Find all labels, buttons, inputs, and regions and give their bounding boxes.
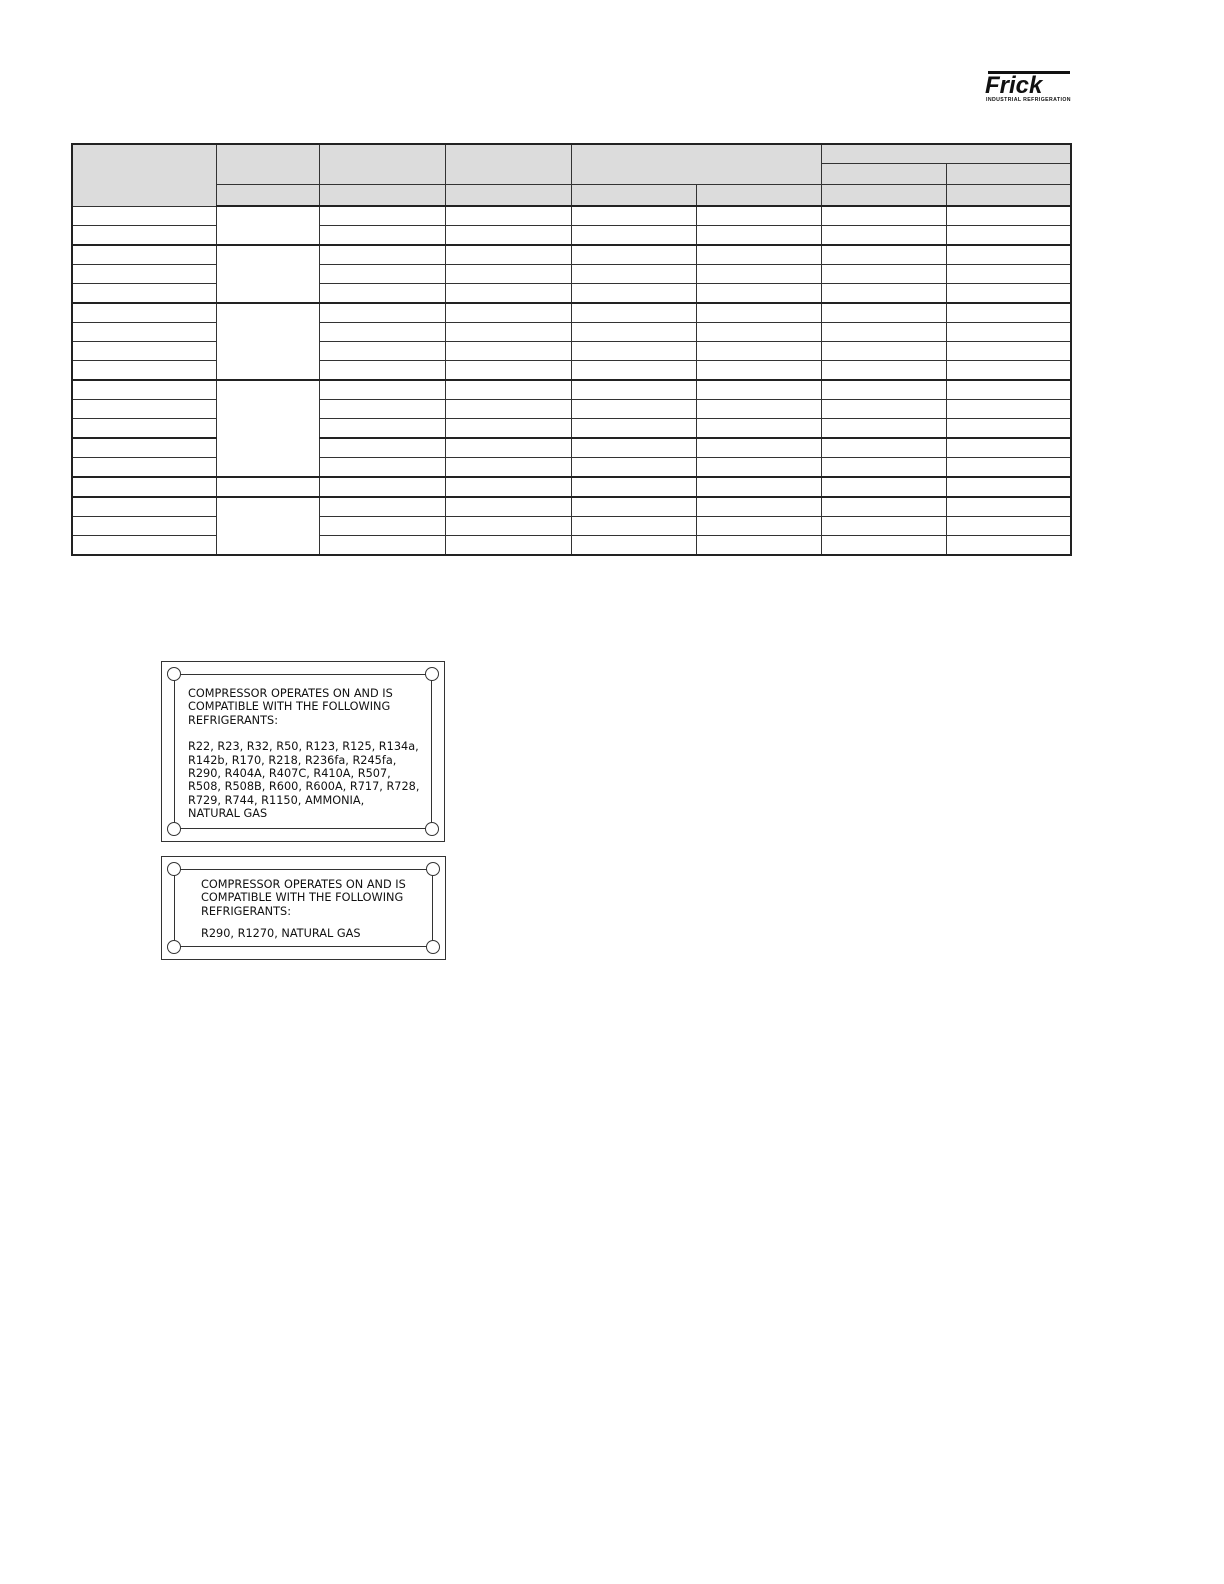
table-cell bbox=[571, 226, 696, 246]
table-cell bbox=[72, 477, 216, 497]
table-cell bbox=[821, 342, 946, 361]
header-cell bbox=[821, 164, 946, 185]
table-cell bbox=[821, 361, 946, 381]
table-cell bbox=[72, 265, 216, 284]
table-cell bbox=[696, 419, 821, 439]
table-cell bbox=[696, 497, 821, 517]
table-cell bbox=[319, 265, 445, 284]
table-cell bbox=[72, 497, 216, 517]
table-cell bbox=[445, 517, 571, 536]
table-cell bbox=[319, 226, 445, 246]
table-cell bbox=[946, 303, 1071, 323]
spec-table bbox=[71, 143, 1072, 556]
table-cell bbox=[445, 284, 571, 304]
table-cell bbox=[571, 206, 696, 226]
table-cell bbox=[821, 323, 946, 342]
nameplate-heading-line: COMPRESSOR OPERATES ON AND IS bbox=[201, 878, 406, 891]
table-cell bbox=[696, 265, 821, 284]
table-cell bbox=[696, 342, 821, 361]
table-cell bbox=[445, 323, 571, 342]
mounting-hole-icon bbox=[426, 940, 440, 954]
table-cell bbox=[946, 517, 1071, 536]
table-cell bbox=[946, 380, 1071, 400]
table-cell bbox=[319, 206, 445, 226]
table-cell bbox=[72, 380, 216, 400]
table-cell bbox=[821, 206, 946, 226]
table-cell bbox=[571, 419, 696, 439]
table-cell bbox=[72, 206, 216, 226]
nameplate-heading-line: COMPRESSOR OPERATES ON AND IS bbox=[188, 687, 393, 700]
table-cell bbox=[571, 497, 696, 517]
nameplate-heading-line: REFRIGERANTS: bbox=[201, 904, 292, 918]
table-cell bbox=[696, 361, 821, 381]
refrigerant-line: R290, R404A, R407C, R410A, R507, bbox=[188, 767, 391, 781]
table-cell bbox=[571, 517, 696, 536]
spec-table-container bbox=[71, 143, 1070, 566]
table-cell bbox=[821, 497, 946, 517]
table-cell bbox=[696, 438, 821, 458]
table-cell bbox=[319, 284, 445, 304]
table-cell bbox=[946, 265, 1071, 284]
table-cell bbox=[445, 380, 571, 400]
nameplate-heading-line: REFRIGERANTS: bbox=[188, 713, 279, 727]
frick-logo bbox=[984, 70, 1074, 106]
nameplate-text bbox=[201, 878, 431, 941]
table-cell bbox=[319, 536, 445, 556]
mounting-hole-icon bbox=[167, 667, 181, 681]
header-cell bbox=[696, 185, 821, 207]
refrigerant-line: R508, R508B, R600, R600A, R717, R728, bbox=[188, 780, 420, 794]
table-cell bbox=[445, 458, 571, 478]
table-cell bbox=[821, 245, 946, 265]
refrigerant-nameplate-full bbox=[161, 661, 445, 842]
table-cell bbox=[696, 245, 821, 265]
header-cell bbox=[216, 185, 319, 207]
table-cell bbox=[72, 323, 216, 342]
table-cell bbox=[319, 477, 445, 497]
header-cell bbox=[946, 164, 1071, 185]
table-cell bbox=[821, 517, 946, 536]
table-cell bbox=[821, 226, 946, 246]
table-cell bbox=[821, 477, 946, 497]
logo-brand-text: Frick bbox=[985, 72, 1043, 96]
table-cell bbox=[445, 497, 571, 517]
table-row bbox=[72, 497, 1071, 517]
frick-wordmark-icon bbox=[984, 70, 1072, 96]
header-cell bbox=[571, 185, 696, 207]
table-cell bbox=[445, 438, 571, 458]
table-cell bbox=[72, 400, 216, 419]
mounting-hole-icon bbox=[426, 862, 440, 876]
table-cell bbox=[571, 400, 696, 419]
table-cell bbox=[72, 361, 216, 381]
table-cell bbox=[445, 536, 571, 556]
table-cell bbox=[696, 536, 821, 556]
table-cell bbox=[72, 342, 216, 361]
table-cell bbox=[319, 517, 445, 536]
table-cell bbox=[216, 380, 319, 477]
table-cell bbox=[571, 361, 696, 381]
table-cell bbox=[821, 458, 946, 478]
table-cell bbox=[696, 206, 821, 226]
table-cell bbox=[571, 323, 696, 342]
header-cell bbox=[319, 185, 445, 207]
nameplate-heading-line: COMPATIBLE WITH THE FOLLOWING bbox=[188, 700, 391, 714]
table-cell bbox=[696, 303, 821, 323]
table-cell bbox=[946, 226, 1071, 246]
table-cell bbox=[72, 303, 216, 323]
refrigerant-nameplate-hydrocarbon bbox=[161, 856, 446, 960]
table-cell bbox=[571, 303, 696, 323]
table-cell bbox=[821, 284, 946, 304]
table-cell bbox=[319, 458, 445, 478]
table-cell bbox=[946, 438, 1071, 458]
table-cell bbox=[72, 419, 216, 439]
header-cell bbox=[445, 185, 571, 207]
spec-table-body bbox=[72, 206, 1071, 555]
table-cell bbox=[946, 323, 1071, 342]
table-cell bbox=[445, 245, 571, 265]
table-row bbox=[72, 477, 1071, 497]
table-cell bbox=[946, 477, 1071, 497]
table-cell bbox=[216, 206, 319, 245]
table-cell bbox=[319, 342, 445, 361]
table-cell bbox=[72, 284, 216, 304]
table-cell bbox=[571, 380, 696, 400]
header-cell bbox=[821, 185, 946, 207]
refrigerant-list bbox=[201, 927, 431, 940]
table-cell bbox=[445, 342, 571, 361]
mounting-hole-icon bbox=[167, 940, 181, 954]
table-cell bbox=[319, 400, 445, 419]
mounting-hole-icon bbox=[425, 822, 439, 836]
table-cell bbox=[319, 303, 445, 323]
refrigerant-line: R729, R744, R1150, AMMONIA, bbox=[188, 793, 365, 807]
table-cell bbox=[821, 536, 946, 556]
refrigerant-list bbox=[188, 740, 423, 820]
table-cell bbox=[571, 284, 696, 304]
table-cell bbox=[319, 361, 445, 381]
table-cell bbox=[696, 458, 821, 478]
table-cell bbox=[216, 477, 319, 497]
table-cell bbox=[72, 245, 216, 265]
table-cell bbox=[946, 536, 1071, 556]
table-cell bbox=[216, 245, 319, 303]
table-cell bbox=[445, 265, 571, 284]
refrigerant-line: R142b, R170, R218, R236fa, R245fa, bbox=[188, 753, 397, 767]
table-cell bbox=[319, 497, 445, 517]
table-cell bbox=[946, 458, 1071, 478]
mounting-hole-icon bbox=[167, 822, 181, 836]
table-cell bbox=[696, 400, 821, 419]
table-cell bbox=[72, 438, 216, 458]
table-cell bbox=[216, 497, 319, 555]
table-cell bbox=[821, 380, 946, 400]
table-cell bbox=[821, 265, 946, 284]
table-row bbox=[72, 303, 1071, 323]
mounting-hole-icon bbox=[425, 667, 439, 681]
table-cell bbox=[445, 419, 571, 439]
table-cell bbox=[319, 380, 445, 400]
table-cell bbox=[445, 400, 571, 419]
table-cell bbox=[72, 536, 216, 556]
table-cell bbox=[946, 245, 1071, 265]
refrigerant-line: NATURAL GAS bbox=[188, 807, 268, 821]
table-cell bbox=[571, 342, 696, 361]
header-cell bbox=[946, 185, 1071, 207]
table-cell bbox=[946, 400, 1071, 419]
table-cell bbox=[946, 284, 1071, 304]
table-cell bbox=[946, 497, 1071, 517]
table-cell bbox=[821, 400, 946, 419]
table-cell bbox=[571, 438, 696, 458]
table-cell bbox=[319, 323, 445, 342]
table-cell bbox=[946, 206, 1071, 226]
refrigerant-line: R290, R1270, NATURAL GAS bbox=[201, 927, 361, 941]
table-cell bbox=[216, 303, 319, 380]
table-cell bbox=[571, 458, 696, 478]
table-cell bbox=[571, 536, 696, 556]
table-cell bbox=[445, 226, 571, 246]
header-cell bbox=[216, 144, 319, 185]
table-cell bbox=[821, 438, 946, 458]
table-cell bbox=[319, 438, 445, 458]
table-cell bbox=[821, 419, 946, 439]
table-cell bbox=[445, 477, 571, 497]
table-cell bbox=[696, 477, 821, 497]
table-cell bbox=[571, 265, 696, 284]
table-cell bbox=[946, 419, 1071, 439]
nameplate-text bbox=[188, 687, 423, 821]
table-cell bbox=[319, 419, 445, 439]
table-cell bbox=[946, 361, 1071, 381]
header-cell bbox=[72, 144, 216, 206]
table-cell bbox=[946, 342, 1071, 361]
header-cell bbox=[571, 144, 821, 185]
table-cell bbox=[445, 361, 571, 381]
table-cell bbox=[696, 517, 821, 536]
table-cell bbox=[696, 380, 821, 400]
table-cell bbox=[445, 206, 571, 226]
table-row bbox=[72, 380, 1071, 400]
nameplate-heading-line: COMPATIBLE WITH THE FOLLOWING bbox=[201, 891, 404, 905]
header-cell bbox=[319, 144, 445, 185]
table-cell bbox=[72, 458, 216, 478]
mounting-hole-icon bbox=[167, 862, 181, 876]
table-cell bbox=[319, 245, 445, 265]
table-cell bbox=[445, 303, 571, 323]
header-cell bbox=[445, 144, 571, 185]
spec-table-header bbox=[72, 144, 1071, 206]
table-cell bbox=[72, 226, 216, 246]
header-cell bbox=[821, 144, 1071, 164]
table-cell bbox=[821, 303, 946, 323]
table-cell bbox=[571, 245, 696, 265]
table-cell bbox=[696, 284, 821, 304]
table-row bbox=[72, 206, 1071, 226]
table-row bbox=[72, 245, 1071, 265]
table-cell bbox=[72, 517, 216, 536]
logo-tagline: INDUSTRIAL REFRIGERATION bbox=[986, 97, 1071, 103]
table-cell bbox=[696, 226, 821, 246]
refrigerant-line: R22, R23, R32, R50, R123, R125, R134a, bbox=[188, 740, 419, 754]
table-cell bbox=[571, 477, 696, 497]
table-cell bbox=[696, 323, 821, 342]
